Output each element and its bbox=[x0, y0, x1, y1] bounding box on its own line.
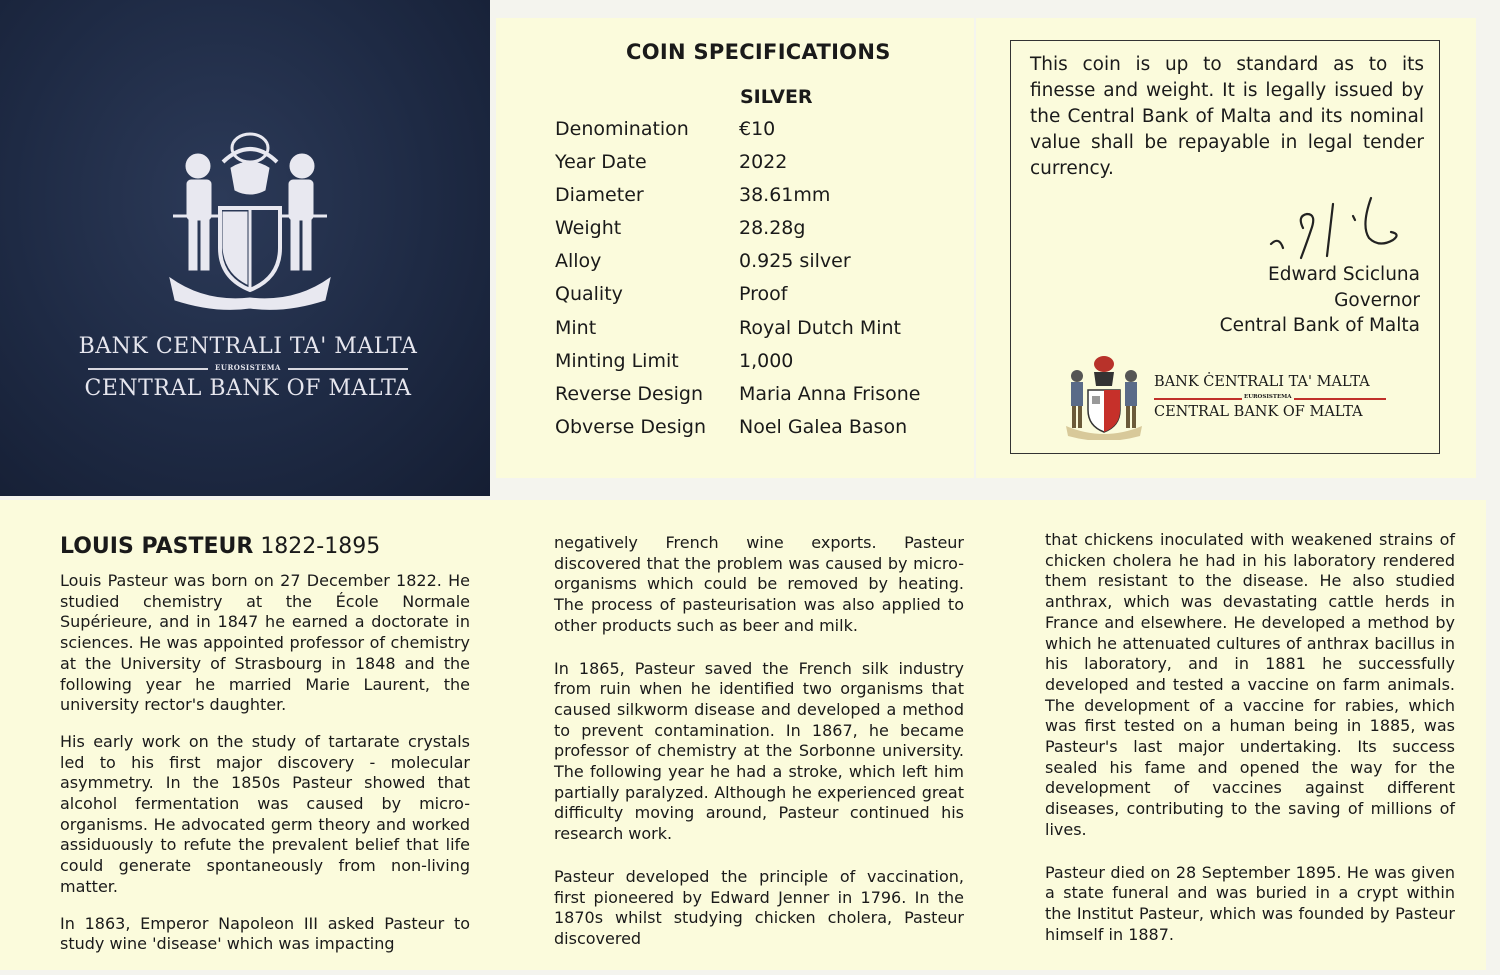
spec-value: 0.925 silver bbox=[739, 250, 851, 272]
spec-value: 2022 bbox=[739, 151, 788, 173]
paragraph: In 1865, Pasteur saved the French silk industry from ruin when he identified two organisms that caused silkworm disease and developed a method to prevent contamination. In 1867, he became professor of chemistry at the Sorbonne university. The following year he had a stroke, which left him partially paralyzed. Although he experienced great difficulty moving around, Pasteur continued his research work. bbox=[554, 658, 964, 844]
spec-value: Royal Dutch Mint bbox=[739, 317, 901, 339]
paragraph: Pasteur died on 28 September 1895. He was given a state funeral and was buried in a crypt within the Institut Pasteur, which was founded by Pasteur himself in 1887. bbox=[1045, 862, 1455, 944]
spec-row bbox=[555, 350, 794, 374]
spec-row bbox=[555, 383, 921, 407]
spec-row bbox=[555, 416, 908, 440]
biography-name: LOUIS PASTEUR bbox=[60, 534, 254, 559]
logo-bank-name-maltese: BANK ĊENTRALI TA' MALTA bbox=[1154, 374, 1370, 390]
signatory-position: Governor bbox=[1334, 290, 1420, 311]
spec-label: Mint bbox=[555, 317, 597, 339]
paragraph: Pasteur developed the principle of vaccination, first pioneered by Edward Jenner in 1796. In the 1870s whilst studying chicken cholera, Pasteur discovered bbox=[554, 866, 964, 948]
spec-label: Alloy bbox=[555, 250, 602, 272]
central-bank-crest-icon bbox=[1064, 352, 1144, 440]
spec-row bbox=[555, 283, 788, 307]
logo-eurosistema-label: EUROSISTEMA bbox=[1244, 394, 1292, 400]
coat-of-arms-icon bbox=[165, 128, 335, 313]
paragraph: that chickens inoculated with weakened strains of chicken cholera he had in his laboratory rendered them resistant to the disease. He also studied anthrax, which was devastating cattle herds in France and elsewhere. He developed a method by which he attenuated cultures of anthrax bacillus in his laboratory, and in 1881 he successfully developed and tested a vaccine on farm animals. The development of a vaccine for rabies, which was first tested on a human being in 1885, was Pasteur's last major undertaking. Its success sealed his fame and opened the way for the development of vaccines against different diseases, contributing to the saving of millions of lives. bbox=[1045, 530, 1455, 839]
paragraph: His early work on the study of tartarate crystals led to his first major discovery - molecular asymmetry. In the 1850s Pasteur showed that alcohol fermentation was caused by micro-organisms. He advocated germ theory and worked assiduously to refute the prevalent belief that life could generate spontaneously from non-living matter. bbox=[60, 731, 470, 896]
spec-row bbox=[555, 317, 901, 341]
paragraph: negatively French wine exports. Pasteur discovered that the problem was caused by micro-organisms which could be removed by heating. The process of pasteurisation was also applied to other products such as beer and milk. bbox=[554, 533, 964, 635]
eurosistema-label: EUROSISTEMA bbox=[215, 363, 281, 372]
logo-bank-name-english: CENTRAL BANK OF MALTA bbox=[1154, 404, 1363, 420]
governor-signature bbox=[1261, 186, 1421, 276]
biography-title bbox=[60, 534, 380, 559]
spec-value: Maria Anna Frisone bbox=[739, 383, 921, 405]
biography-column-2 bbox=[554, 533, 964, 966]
spec-value: 28.28g bbox=[739, 217, 806, 239]
spec-value: 1,000 bbox=[739, 350, 794, 372]
biography-panel bbox=[0, 500, 1486, 970]
bank-name-english: CENTRAL BANK OF MALTA bbox=[84, 376, 412, 401]
spec-value: Noel Galea Bason bbox=[739, 416, 908, 438]
spec-label: Minting Limit bbox=[555, 350, 679, 372]
biography-column-3 bbox=[1045, 530, 1455, 961]
spec-label: Quality bbox=[555, 283, 623, 305]
biography-years: 1822-1895 bbox=[260, 534, 381, 559]
signatory-institution: Central Bank of Malta bbox=[1219, 315, 1420, 336]
presentation-box-cover bbox=[0, 0, 490, 496]
spec-label: Year Date bbox=[555, 151, 647, 173]
spec-value: 38.61mm bbox=[739, 184, 831, 206]
metal-heading: SILVER bbox=[740, 86, 813, 108]
spec-value: Proof bbox=[739, 283, 788, 305]
paragraph: Louis Pasteur was born on 27 December 1822. He studied chemistry at the École Normale Supérieure, and in 1847 he earned a doctorate in sciences. He was appointed professor of chemistry at the University of Strasbourg in 1848 and the following year he married Marie Laurent, the university rector's daughter. bbox=[60, 571, 470, 715]
spec-value: €10 bbox=[739, 118, 776, 140]
spec-label: Weight bbox=[555, 217, 622, 239]
signatory-name: Edward Scicluna bbox=[1268, 264, 1420, 285]
spec-label: Reverse Design bbox=[555, 383, 704, 405]
biography-column-1 bbox=[60, 571, 470, 971]
spec-label: Diameter bbox=[555, 184, 644, 206]
spec-row bbox=[555, 151, 788, 175]
spec-row bbox=[555, 184, 831, 208]
certificate-panel bbox=[976, 18, 1476, 478]
spec-row bbox=[555, 118, 776, 142]
specifications-title: COIN SPECIFICATIONS bbox=[626, 40, 891, 64]
spec-row bbox=[555, 250, 851, 274]
coin-specifications-panel bbox=[496, 18, 974, 478]
divider bbox=[288, 368, 408, 370]
legal-statement: This coin is up to standard as to its finesse and weight. It is legally issued by the Central Bank of Malta and its nominal value shall be repayable in legal tender currency. bbox=[1030, 54, 1424, 179]
spec-row bbox=[555, 217, 806, 241]
spec-label: Obverse Design bbox=[555, 416, 706, 438]
paragraph: In 1863, Emperor Napoleon III asked Pasteur to study wine 'disease' which was impacting bbox=[60, 913, 470, 954]
spec-label: Denomination bbox=[555, 118, 689, 140]
bank-name-maltese: BANK CENTRALI TA' MALTA bbox=[78, 334, 418, 359]
